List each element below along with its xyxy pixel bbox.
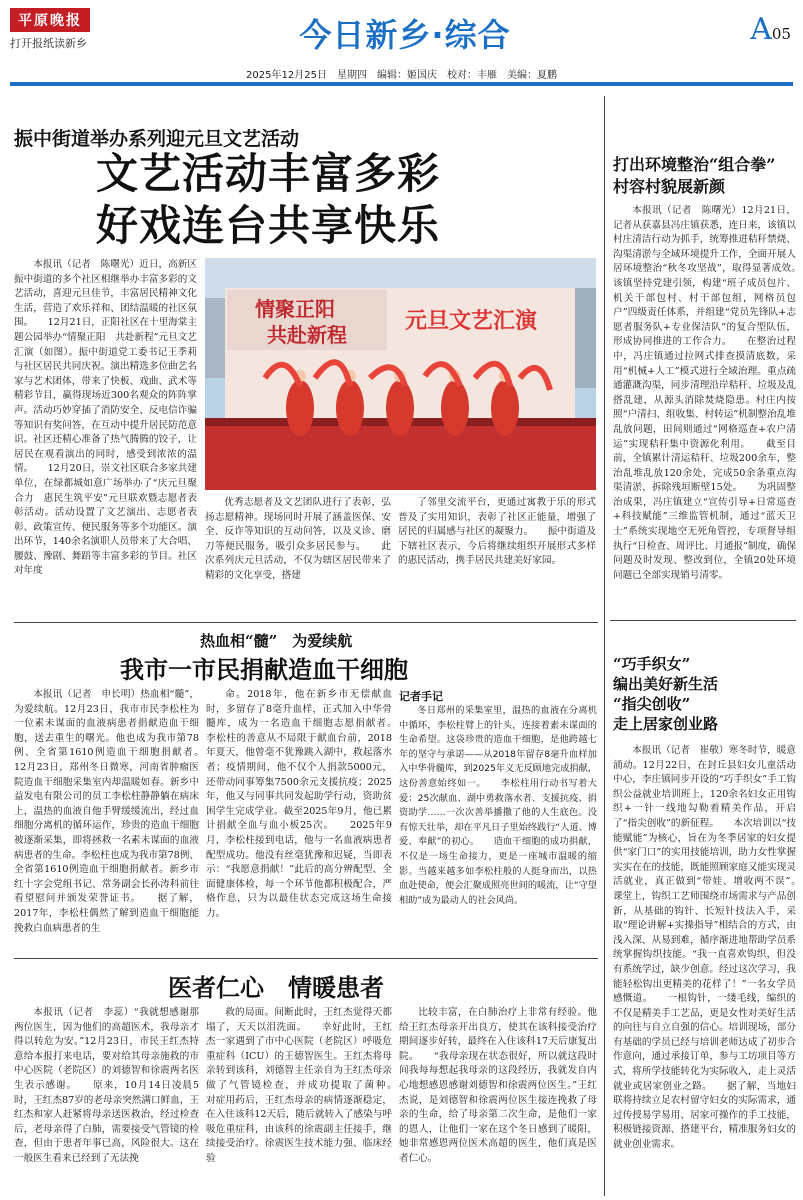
top-rule (10, 82, 793, 86)
lead-kicker: 振中街道举办系列迎元旦文艺活动 (14, 128, 300, 150)
paper-slogan: 打开报纸读新乡 (10, 37, 87, 50)
lead-photo (205, 258, 596, 490)
doctor-text-1: 本报讯（记者 李蕊）“我就想感谢那两位医生，因为他们的高超医术，我母亲才得以转危为安。”12月23日，市民王红杰特意给本报打来电话，要对给其母亲施救的市中心医院（老院区）的刘德智和徐震两名医生表示感谢。 原来，10月14日凌晨5时，王红杰87岁的老母亲突然满口鲜血，王红杰和家人赶紧将母亲送医救治，经过检查后，老母亲得了白肺，需要接受气管镜的检查，但由于患者年事已高，风险很大。这在一般医生看来已经到了无法挽 (14, 1007, 199, 1164)
paper-logo: 平原晚报 (10, 8, 90, 32)
doctor-body-col1 (14, 1006, 199, 1196)
lead-text-3: 了邻里交流平台，更通过寓教于乐的形式普及了实用知识，表彰了社区正能量，增强了居民的归属感与社区的凝聚力。 振中街道及下辖社区表示，今后将继续组织开展形式多样的惠民活动，携手居民共建美好家园。 (398, 497, 596, 567)
craft-text: 本报讯（记者 崔敬）寒冬时节，暖意涌动。12月22日，在封丘县妇女儿童活动中心，李庄镇同步开设的“巧手织女”手工钩织公益就业培训班上，120余名妇女正用钩织+一针一线地勾勒着精美作品，开启了“指尖创收”的新征程。 本次培训以“技能赋能”为核心，旨在为冬季居家的妇女提供“家门口”的实用技能培训，助力女性掌握实实在在的技能，既能照顾家庭又能实现灵活就业，真正做到“带娃、增收两不误”。 课堂上，钩织工艺师围绕市场需求与产品创新，从基础的钩针、长短针技法入手，采取“理论讲解+实操指导”相结合的方式，由浅入深、从易到难，循序渐进地帮助学员系统掌握钩织技能。“我一直喜欢钩织，但没有系统学过，缺少创意。经过这次学习，我能轻松钩出更精美的花样了！”一名女学员感慨道。 一根钩针，一缕毛线，编织的不仅是精美手工艺品，更是女性对美好生活的向往与自立自强的信心。培训现场，部分有基础的学员已经与培训老师达成了初步合作意向，通过承接订单，参与工坊项目等方式，将所学技能转化为实际收入，走上灵活就业或居家创业之路。 据了解，当地妇联将持续立足农村留守妇女的实际需求，通过传授易学易用、居家可操作的手工技能，积极链接资源、搭建平台，精准服务妇女的就业创业需求。 (613, 745, 796, 1151)
craft-headline-2: “指尖创收” (613, 695, 691, 713)
doctor-headline: 医者仁心 情暖患者 (168, 974, 384, 1002)
divider-right (610, 620, 796, 621)
doctor-text-2: 救的局面。间断此时，王红杰觉得天都塌了，天天以泪洗面。 幸好此时，王红杰一家遇到了市中心医院（老院区）呼吸危重症科（ICU）的王德智医生。王红杰将母亲转到该科，刘德智主任亲自为王红杰母亲做了气管镜检查，并成功提取了菌种。 对症用药后，王红杰母亲的病情逐渐稳定，在入住该科12天后，随后就转入了感染与呼吸危重症科，由该科的徐震副主任接手，继续接受治疗。徐震医生技术能力强、临床经验 (206, 1007, 392, 1164)
photo-banner-text-2: 共赴新程 (267, 323, 347, 347)
craft-body (613, 744, 796, 1194)
right-kicker: 打出环境整治“组合拳” (613, 155, 776, 174)
craft-headline-1: 编出美好新生活 (613, 675, 719, 693)
lead-headline-2: 好戏连台共享快乐 (96, 201, 441, 250)
blood-text-1: 本报讯（记者 申长明）热血相“髓”，为爱续航。12月23日，我市市民李松柱为一位素未谋面的血液病患者捐献造血干细胞，送去重生的曙光。他也成为我市第78例、全省第1610例造血干细胞捐献者。 12月23日，郑州冬日微寒，河南省肿瘤医院造血干细胞采集室内却温暖如春。新乡中益发电有限公司的员工李松柱静静躺在病床上，温热的血液自他手臂缓缓流出，经过血细胞分离机的循环运作，珍贵的造血干细胞被逐渐采集，即将拯救一名素未谋面的血液病患者的生命。李松柱也成为我市第78例、全省第1610例造血干细胞捐献者。新乡市红十字会党组书记、常务副会长孙涛科前往看望慰问并颁发荣誉证书。 据了解，2017年，李松柱偶然了解到造血干细胞能挽救白血病患者的生 (14, 689, 199, 934)
blood-body-col2 (206, 688, 392, 950)
craft-headline-3: 走上居家创业路 (613, 715, 719, 733)
divider-1 (14, 622, 598, 623)
lead-text-1: 本报讯（记者 陈曙光）近日，高新区振中街道的多个社区相继举办丰富多彩的文艺活动，喜迎元旦佳节，丰富居民精神文化生活，营造了欢乐祥和、团结温暖的社区氛围。 12月21日，正阳社区在十里海棠主题公园举办“情聚正阳 共赴新程”元旦文艺汇演（如图）。振中街道党工委书记王季莉与社区居民共同庆祝。演出精选多位曲艺名家与艺术团体，带来了快板、戏曲、武术等精彩节目，赢得现场近300名观众的阵阵掌声。活动巧妙穿插了消防安全、反电信诈骗等知识有奖问答，在互动中提升居民防范意识。社区还精心准备了热气腾腾的饺子，让居民在观看演出的同时，感受到浓浓的温情。 12月20日，崇文社区联合多家共建单位，在绿都城如意广场举办了“庆元旦聚合力 惠民生筑平安”元旦联欢暨志愿者表彰活动。活动设置了文艺演出、志愿者表彰、政策宣传、便民服务等多个功能区。演出环节，140余名演职人员带来了大合唱、腰鼓、豫剧、舞蹈等丰富多彩的节目。社区对年度 (14, 259, 197, 577)
reporter-note-text: 冬日郑州的采集室里，温热的血液在分离机中循环，李松柱臂上的针头，连接着素未谋面的生命希望。这袋珍贵的造血干细胞，是他跨越七年的坚守与承诺——从2018年留存8毫升血样加入中华骨髓库，到2025年义无反顾地完成捐献，这份善意始终如一。 李松柱用行动书写着大爱：25次献血、湖中勇救落水者、支援抗疫、捐资助学……一次次善举播撒了他的人生底色。没有惊天壮举，却在平凡日子里始终践行“人道、博爱、奉献”的初心。 造血干细胞的成功捐献，不仅是一场生命接力，更是一座城市温暖的缩影。当越来越多如李松柱般的人挺身而出，以热血赴使命，便会汇聚成照亮世间的暖流，让“守望相助”成为最动人的社会风尚。 (399, 705, 597, 906)
right-body (613, 204, 796, 612)
lead-text-2: 优秀志愿者及文艺团队进行了表彰，弘扬志愿精神。现场同时开展了涵盖医保、安全、反诈等知识的互动问答，以及义诊、磨刀等便民服务，吸引众多居民参与。 此次系列庆元旦活动，不仅为辖区居民带来了精彩的文化享受，搭建 (205, 497, 391, 581)
page-prefix: A (750, 12, 772, 47)
lead-body-col1 (14, 258, 197, 620)
blood-headline: 我市一市民捐献造血干细胞 (120, 656, 408, 684)
right-headline: 村容村貌展新颜 (613, 177, 726, 196)
photo-banner-text-1: 情聚正阳 (255, 297, 335, 321)
right-text: 本报讯（记者 陈曙光）12月21日，记者从获嘉县冯庄镇获悉，连日来，该镇以村庄清洁行动为抓手，统筹推进秸秆禁烧、沟渠清淤与全域环境提升工作，全面开展人居环境整治“秋冬攻坚战”，取得显著成效。 该镇坚持党建引领，构建“班子成员包片、机关干部包村、村干部包组，网格员包户”四级责任体系，并组建“党员先锋队+志愿者服务队+专业保洁队”的复合型队伍，形成协同推进的工作合力。 在整治过程中，冯庄镇通过拉网式排查摸清底数，采用“机械+人工”模式进行全域治理。重点疏通灌溉沟渠，同步清理沿岸秸秆、垃圾及乱搭乱建，从源头消除焚烧隐患。村庄内按照“户清扫、组收集、村转运”机制整治乱堆乱放问题，田间则通过“网格巡查+农户清运”实现秸秆集中资源化利用。 截至目前，全镇累计清运秸秆、垃圾200余车，整治乱堆乱放120余处，完成50余条重点沟渠清淤，拆除残垣断壁15处。 为巩固整治成果，冯庄镇建立“宣传引导+日常巡查+科技赋能”三维监管机制，通过“蓝天卫士”系统实现地空无死角管控，专项督导组执行“日检查、周评比、月通报”制度，确保问题及时发现、整改到位，全镇20处环境问题已全部实现销号清零。 (613, 205, 796, 581)
photo-banner-text-3: 元旦文艺汇演 (405, 309, 538, 334)
reporter-note-body (399, 704, 597, 950)
doctor-body-col2 (206, 1006, 392, 1196)
column-divider (604, 96, 605, 1196)
reporter-note-title: 记者手记 (399, 690, 443, 703)
doctor-body-col3 (399, 1006, 597, 1196)
page-num: 05 (771, 25, 791, 43)
dateline: 2025年12月25日 星期四 编辑：姬国庆 校对：丰雁 美编：夏鹏 (246, 70, 557, 81)
blood-body-col1 (14, 688, 199, 950)
blood-kicker: 热血相“髓” 为爱续航 (200, 632, 353, 650)
lead-headline-1: 文艺活动丰富多彩 (96, 149, 441, 198)
doctor-text-3: 比较丰富，在白肺治疗上非常有经验。他给王红杰母亲开出良方，使其在该科接受治疗期间逐步好转，最终在入住该科17天后康复出院。 “我母亲现在状态很好，所以就这段时间我每每想起我母亲的这段经历，我就发自内心地想感恩感谢刘德智和徐震两位医生。”王红杰说，是刘德智和徐震两位医生接连挽救了母亲的生命，给了母亲第二次生命，是他们一家的恩人，让他们一家在这个冬日感到了暖阳，她非常感恩两位医术高超的医生，他们真是医者仁心。 (399, 1007, 597, 1164)
section-title: 今日新乡·综合 (299, 16, 511, 54)
divider-2 (14, 958, 598, 959)
craft-kicker: “巧手织女” (613, 655, 691, 673)
lead-body-col3 (398, 496, 596, 622)
lead-body-col2 (205, 496, 391, 622)
masthead (10, 8, 130, 54)
page-number (750, 12, 791, 47)
stage-photo-image (205, 258, 596, 490)
blood-text-2: 命。2018年，他在新乡市无偿献血时，多留存了8毫升血样，正式加入中华骨髓库，成为一名造血干细胞志愿捐献者。 李松柱的善意从不局限于献血台前，2018年夏天，他曾毫不犹豫跳入湖中，救起落水者；疫情期间，他不仅个人捐款5000元，还带动同事筹集7500余元支援抗疫；2025年，他又与同事共同发起助学行动，资助贫困学生完成学业。截至2025年9月，他已累计捐献全血与血小板25次。 2025年9月，李松柱接到电话，他与一名血液病患者配型成功。他没有丝毫犹豫和迟疑，当即表示：“我愿意捐献！”此后的高分辨配型、全面健康体检，每一个环节他都积极配合，严格作息，只为以最佳状态完成这场生命接力。 (206, 689, 392, 919)
